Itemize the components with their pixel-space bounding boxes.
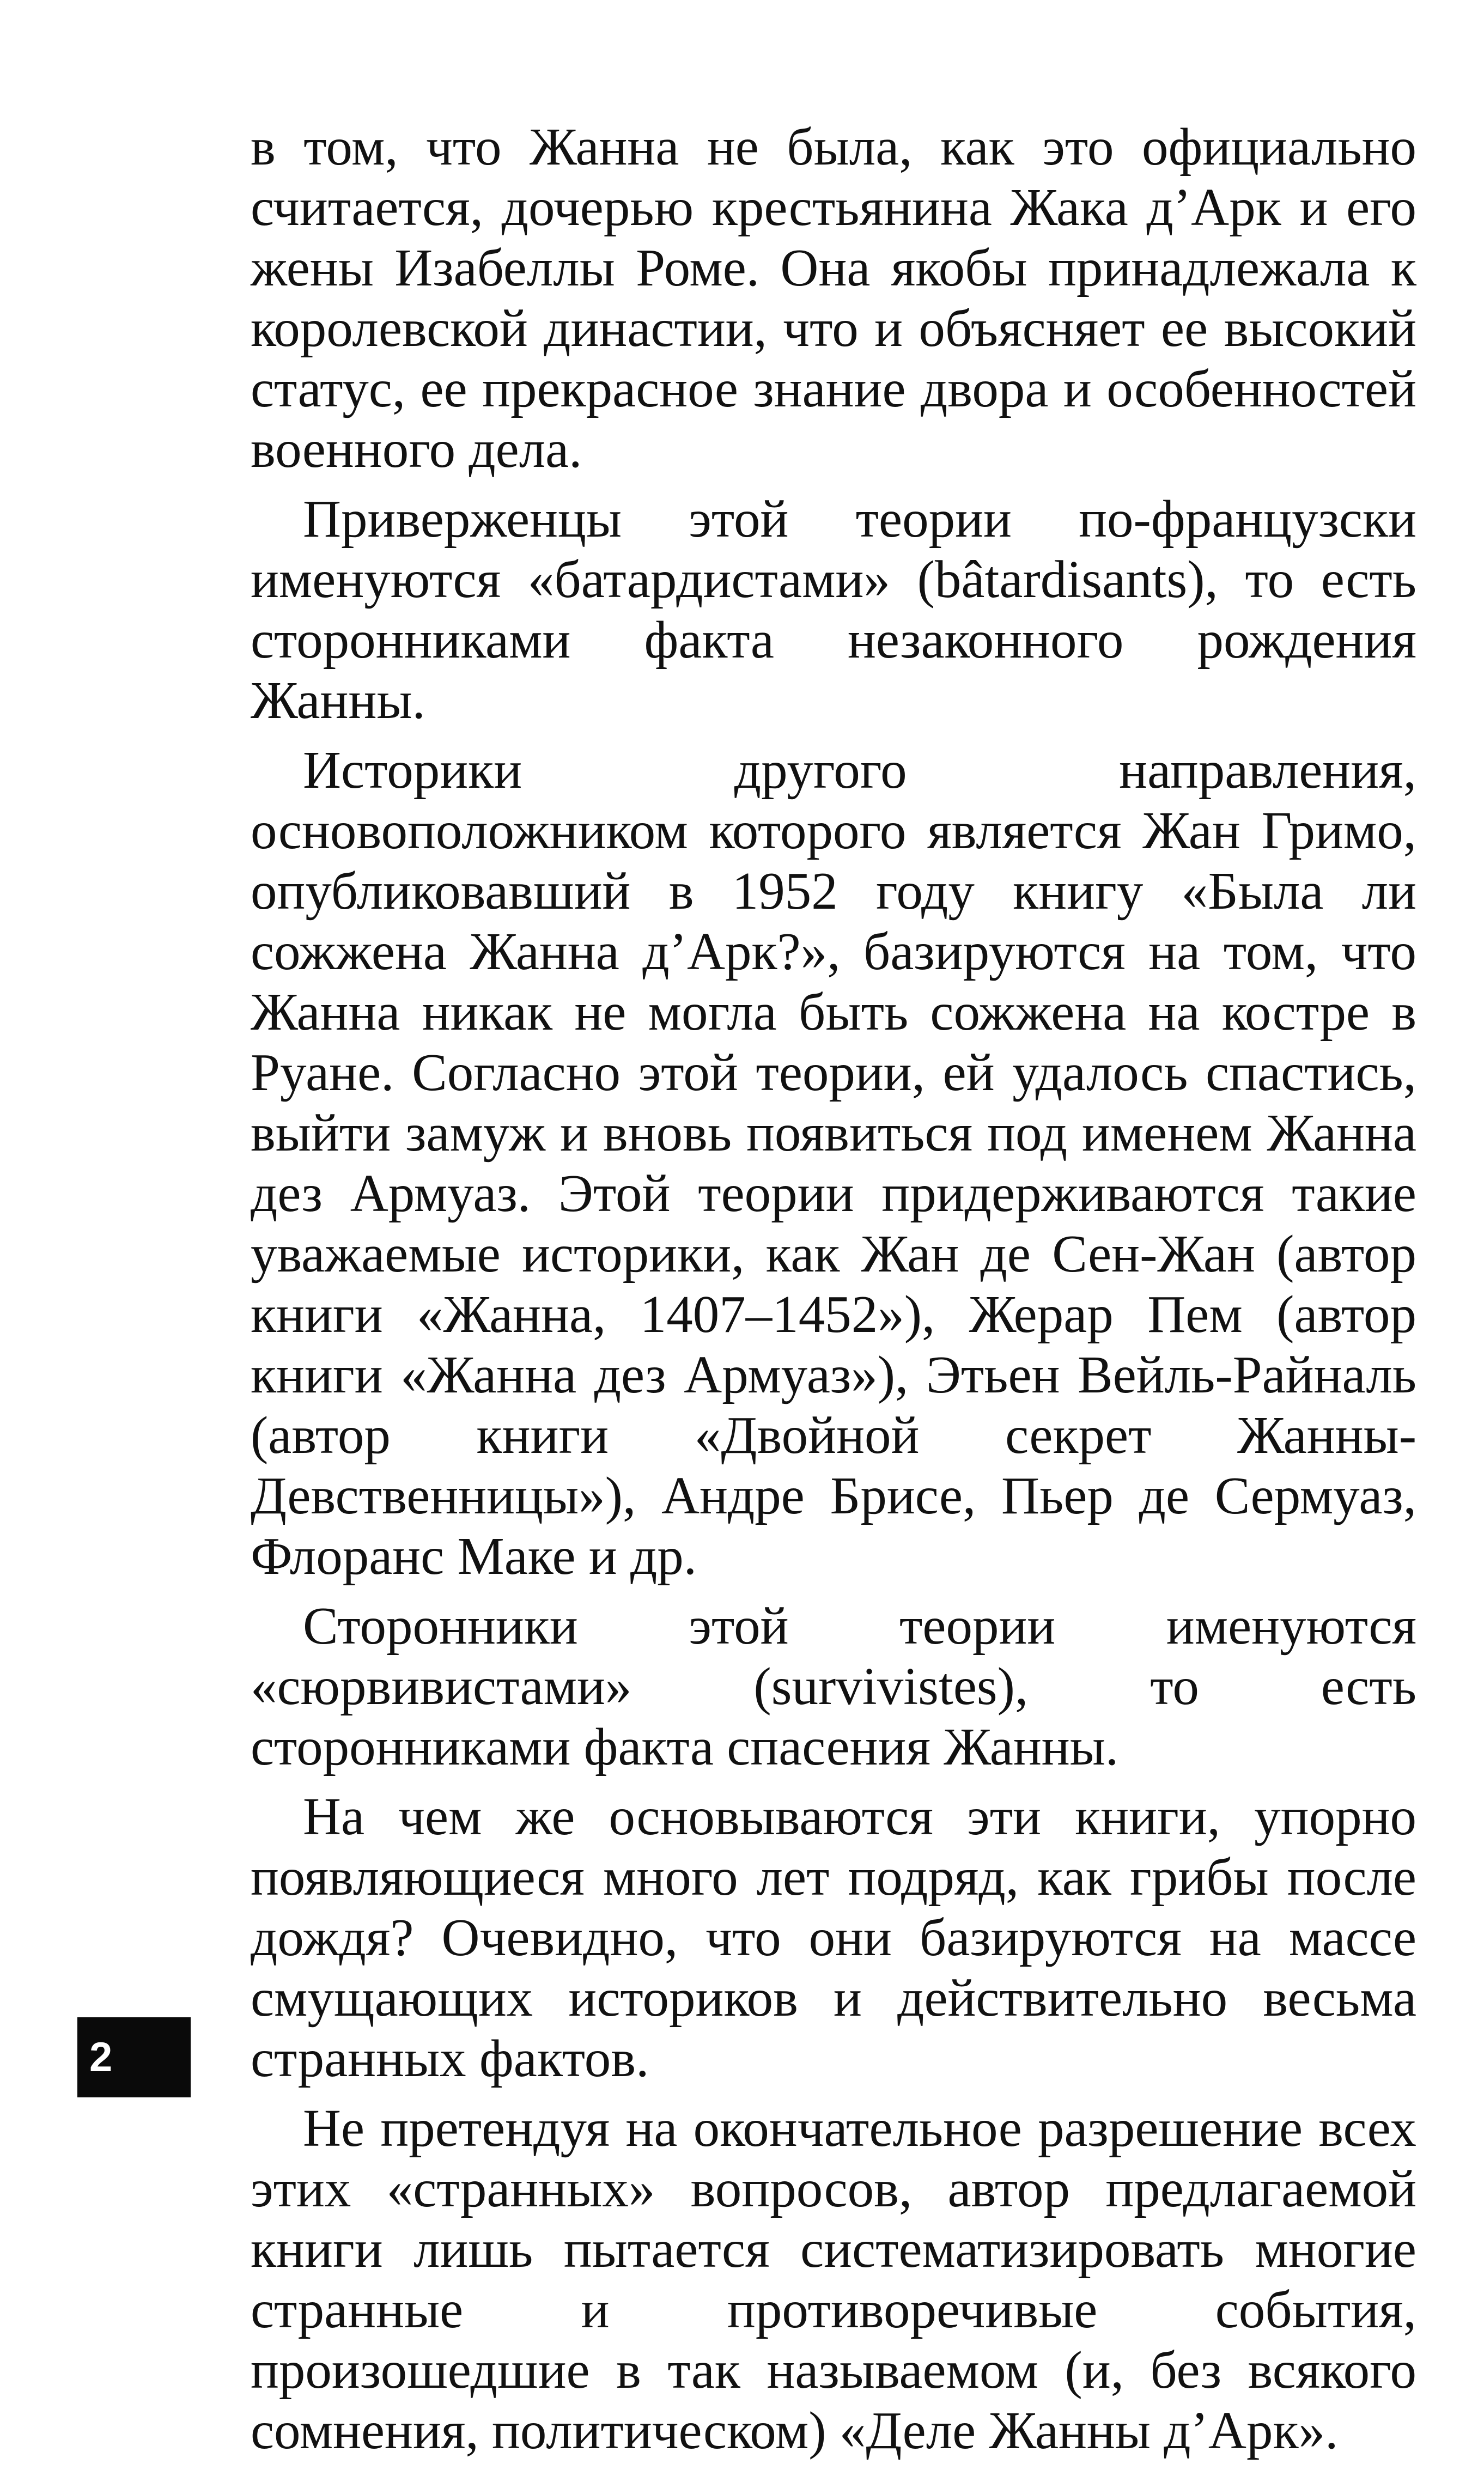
paragraph-grimaud-theory: Историки другого направления, основоположником которого является Жан Гримо, опубликовавший в 1952 году книгу «Была ли сожжена Жанна д’Арк?», базируются на том, что Жанна никак не могла быть сожжена на костре в Руане. Согласно этой теории, ей удалось спастись, выйти замуж и вновь появиться под именем Жанна дез Армуаз. Этой теории придерживаются такие уважаемые историки, как Жан де Сен-Жан (автор книги «Жанна, 1407–1452»), Жерар Пем (автор книги «Жанна дез Армуаз»), Этьен Вейль-Райналь (автор книги «Двойной секрет Жанны-Девственницы»), Андре Брисе, Пьер де Сермуаз, Флоранс Маке и др.: [251, 741, 1416, 1585]
paragraph-author-intent: Не претендуя на окончательное разрешение всех этих «странных» вопросов, автор предлагаемой книги лишь пытается систематизировать многие странные и противоречивые события, произошедшие в так называемом (и, без всякого сомнения, политическом) «Деле Жанны д’Арк».: [251, 2099, 1416, 2460]
paragraph-continuation: в том, что Жанна не была, как это официально считается, дочерью крестьянина Жака д’Арк и его жены Изабеллы Роме. Она якобы принадлежала к королевской династии, что и объясняет ее высокий статус, ее прекрасное знание двора и особенностей военного дела.: [251, 118, 1416, 478]
paragraph-survivistes: Сторонники этой теории именуются «сюрвивистами» (survivistes), то есть сторонниками факта спасения Жанны.: [251, 1597, 1416, 1776]
body-text: [251, 117, 1416, 2470]
paragraph-batardisants: Приверженцы этой теории по-французски именуются «батардистами» (bâtardisants), то есть сторонниками факта незаконного рождения Жанны.: [251, 490, 1416, 729]
page-number: 2: [89, 2034, 113, 2080]
paragraph-books-basis: На чем же основываются эти книги, упорно появляющиеся много лет подряд, как грибы после дождя? Очевидно, что они базируются на массе смущающих историков и действительно весьма странных фактов.: [251, 1787, 1416, 2088]
page-number-badge: [77, 2017, 191, 2097]
